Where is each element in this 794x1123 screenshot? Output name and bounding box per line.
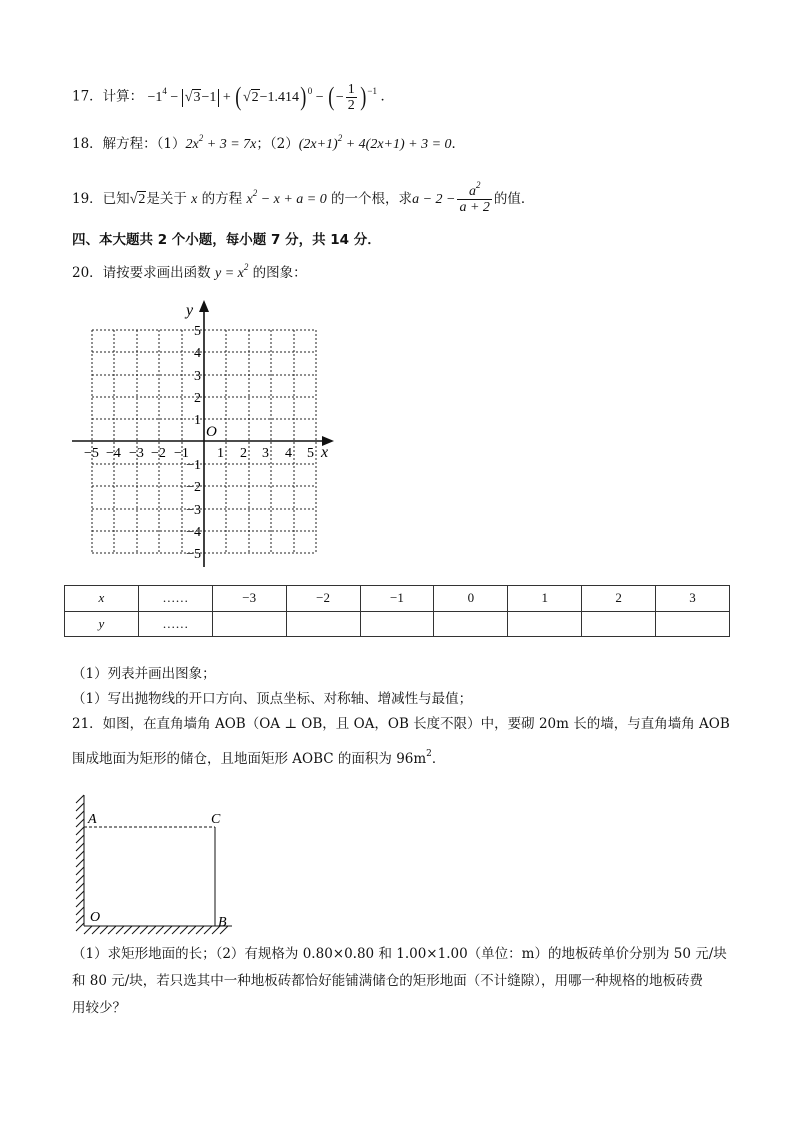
x-tick: −3 xyxy=(129,446,144,461)
x-tick: 5 xyxy=(307,446,314,461)
x-tick: 2 xyxy=(240,446,247,461)
table-row xyxy=(65,611,730,637)
y-axis-label: y xyxy=(186,302,194,319)
table-cell xyxy=(582,611,656,637)
table-cell: 3 xyxy=(656,586,730,612)
table-cell: −2 xyxy=(286,586,360,612)
x-tick: −2 xyxy=(151,446,166,461)
question-19: 19．已知√2是关于 x 的方程 $x^2 - x + a = 0$ 的一个根，求a − 2 − $\frac{a^2}{a + 2}$ 的值． xyxy=(72,180,535,215)
table-cell: 0 xyxy=(434,586,508,612)
y-tick: 5 xyxy=(194,324,201,339)
table-row xyxy=(65,586,730,612)
y-tick-labels xyxy=(186,324,201,562)
table-cell xyxy=(434,611,508,637)
y-tick: 4 xyxy=(194,346,201,361)
y-tick: −2 xyxy=(186,480,201,495)
y-tick: 3 xyxy=(194,369,201,384)
y-tick: −3 xyxy=(186,503,201,518)
q20-part1: （1）列表并画出图象； xyxy=(72,666,216,682)
label-b: B xyxy=(218,915,227,930)
table-cell: …… xyxy=(138,611,212,637)
question-18: 18．解方程：$(1)2x^2 + 3 = 7x$；$(2)(2x+1)^2 + 4(2x+1) + 3 = 0$． xyxy=(72,133,466,152)
y-tick: 1 xyxy=(194,413,201,428)
label-a: A xyxy=(88,812,97,827)
table-cell: x xyxy=(65,586,139,612)
x-tick: −4 xyxy=(106,446,121,461)
label-c: C xyxy=(211,812,221,827)
q21-part3: 用较少？ xyxy=(72,1000,126,1016)
x-tick: 1 xyxy=(217,446,224,461)
table-cell: 1 xyxy=(508,586,582,612)
table-cell xyxy=(508,611,582,637)
question-21-line2: 围成地面为矩形的储仓，且地面矩形 AOBC 的面积为 $96m^2$． xyxy=(72,749,446,767)
y-tick: −4 xyxy=(186,525,201,540)
x-tick: 3 xyxy=(262,446,269,461)
value-table xyxy=(64,585,730,637)
x-tick: −5 xyxy=(84,446,99,461)
table-cell xyxy=(360,611,434,637)
table-cell: 2 xyxy=(582,586,656,612)
table-cell xyxy=(212,611,286,637)
q20-part2: （1）写出抛物线的开口方向、顶点坐标、对称轴、增减性与最值； xyxy=(72,691,473,707)
wall-figure xyxy=(70,785,250,935)
table-cell: y xyxy=(65,611,139,637)
origin-label: O xyxy=(206,424,217,440)
table-cell xyxy=(656,611,730,637)
q21-part1: （1）求矩形地面的长；（2）有规格为 0.80×0.80 和 1.00×1.00（单位：m）的地板砖单价分别为 50 元/块 xyxy=(72,946,727,962)
q21-part2: 和 80 元/块，若只选其中一种地板砖都恰好能铺满储仓的矩形地面（不计缝隙），用哪一种规格的地板砖费 xyxy=(72,973,704,989)
question-17: 17．计算： $-1^4 - √3-1 + (√2-1.414)^0$ − (− $\frac{1}{2}$ )$^{-1}$ ． xyxy=(72,81,394,113)
y-axis-arrow xyxy=(199,300,209,312)
x-tick: −1 xyxy=(174,446,189,461)
x-axis-label: x xyxy=(321,444,329,461)
table-cell: …… xyxy=(138,586,212,612)
question-21-line1: 21．如图，在直角墙角 AOB（OA ⊥ OB，且 OA，OB 长度不限）中，要砌 20m 长的墙，与直角墙角 AOB xyxy=(72,716,730,732)
table-cell xyxy=(286,611,360,637)
x-tick: 4 xyxy=(285,446,292,461)
coordinate-grid xyxy=(70,295,340,570)
y-tick: −1 xyxy=(186,458,201,473)
table-cell: −1 xyxy=(360,586,434,612)
label-o: O xyxy=(90,910,101,925)
y-tick: −5 xyxy=(186,547,201,562)
y-tick: 2 xyxy=(194,391,201,406)
question-20: 20．请按要求画出函数 $y = x^2$ 的图象： xyxy=(72,262,307,281)
section-header: 四、本大题共 2 个小题，每小题 7 分，共 14 分． xyxy=(72,232,381,248)
table-cell: −3 xyxy=(212,586,286,612)
